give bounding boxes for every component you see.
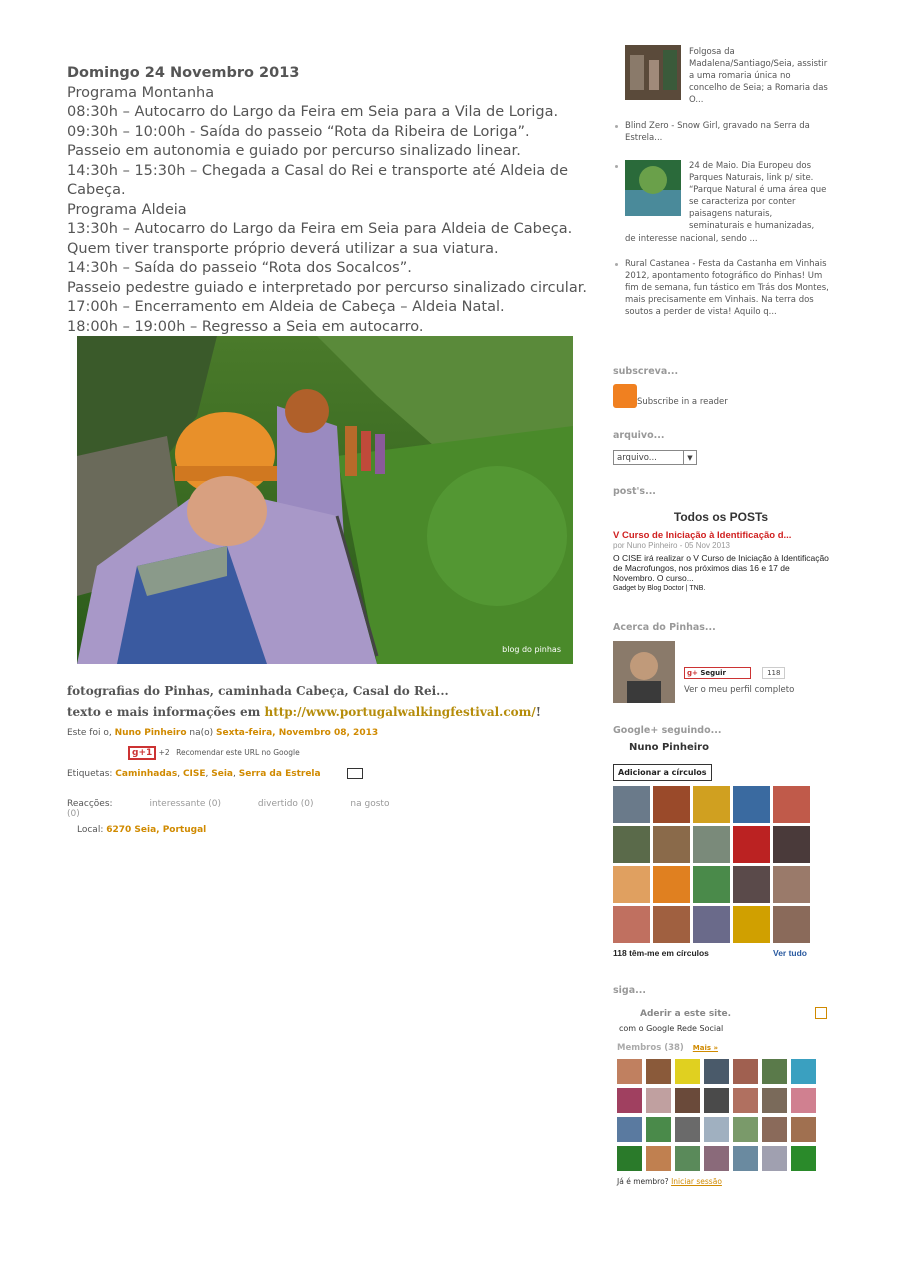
archive-select[interactable] bbox=[613, 450, 697, 465]
bullet-icon bbox=[615, 263, 618, 266]
recent-post-link[interactable]: Blind Zero - Snow Girl, gravado na Serra da Estrela... bbox=[625, 121, 810, 143]
circle-member-avatar[interactable] bbox=[613, 906, 650, 943]
reactions-label: Reacções: bbox=[67, 799, 113, 809]
gplus-title: Google+ seguindo... bbox=[613, 725, 722, 736]
add-circles-wrap bbox=[613, 760, 712, 781]
members-row bbox=[617, 1043, 839, 1053]
program-line: Passeio pedestre guiado e interpretado por percurso sinalizado circular. bbox=[67, 279, 587, 296]
members-avatar-grid bbox=[617, 1059, 816, 1171]
caption-suffix: ! bbox=[535, 705, 541, 719]
program-line: Cabeça. bbox=[67, 182, 126, 198]
site-member-avatar[interactable] bbox=[646, 1146, 671, 1171]
bullet-icon bbox=[615, 165, 618, 168]
posts-widget-by: por Nuno Pinheiro - 05 Nov 2013 bbox=[613, 541, 730, 550]
hikers-photo[interactable] bbox=[77, 336, 573, 664]
reaction-option[interactable]: na gosto (0) bbox=[67, 799, 390, 819]
program-title: Programa Montanha bbox=[67, 84, 215, 101]
site-member-avatar[interactable] bbox=[617, 1088, 642, 1113]
posts-widget-footer[interactable]: Gadget by Blog Doctor | TNB. bbox=[613, 585, 706, 592]
circle-member-avatar[interactable] bbox=[693, 906, 730, 943]
site-member-avatar[interactable] bbox=[733, 1117, 758, 1142]
site-member-avatar[interactable] bbox=[733, 1059, 758, 1084]
recent-post-link-cont[interactable]: de interesse nacional, sendo ... bbox=[625, 234, 758, 244]
post-date-heading: Domingo 24 Novembro 2013 bbox=[67, 65, 300, 81]
posted-prefix: Este foi o, bbox=[67, 728, 115, 738]
site-member-avatar[interactable] bbox=[791, 1059, 816, 1084]
program-line: 09:30h – 10:00h - Saída do passeio “Rota da Ribeira de Loriga”. bbox=[67, 123, 530, 140]
subscribe-link[interactable]: Subscribe in a reader bbox=[637, 397, 728, 407]
circle-member-avatar[interactable] bbox=[693, 866, 730, 903]
caption-prefix: texto e mais informações em bbox=[67, 705, 265, 719]
program-line: 08:30h – Autocarro do Largo da Feira em Seia para a Vila de Loriga. bbox=[67, 104, 559, 120]
site-member-avatar[interactable] bbox=[675, 1059, 700, 1084]
circle-member-avatar[interactable] bbox=[733, 826, 770, 863]
label-link[interactable]: Seia bbox=[211, 769, 234, 779]
post-thumbnail-image bbox=[625, 160, 681, 216]
program-line: 14:30h – Saída do passeio “Rota dos Socalcos”. bbox=[67, 260, 412, 276]
label-link[interactable]: CISE bbox=[182, 769, 206, 779]
follow-title: siga... bbox=[613, 985, 646, 996]
site-member-avatar[interactable] bbox=[704, 1059, 729, 1084]
posted-mid: na(o) bbox=[186, 728, 217, 738]
circle-member-avatar[interactable] bbox=[693, 826, 730, 863]
program-line: Quem tiver transporte próprio deverá utilizar a sua viatura. bbox=[67, 240, 499, 257]
circle-member-avatar[interactable] bbox=[653, 866, 690, 903]
join-sub-text: com o Google Rede Social bbox=[619, 1024, 724, 1033]
archive-select-value: arquivo... bbox=[617, 453, 657, 463]
site-member-avatar[interactable] bbox=[733, 1146, 758, 1171]
circle-member-avatar[interactable] bbox=[773, 906, 810, 943]
gplus-avatar-grid bbox=[613, 786, 810, 943]
program-line: 18:00h – 19:00h – Regresso a Seia em autocarro. bbox=[67, 318, 424, 335]
program-line: 14:30h – 15:30h – Chegada a Casal do Rei e transporte até Aldeia de bbox=[67, 162, 569, 179]
site-member-avatar[interactable] bbox=[704, 1117, 729, 1142]
labels-row: Etiquetas: Caminhadas, CISE, Seia, Serra da Estrela bbox=[67, 768, 363, 779]
site-member-avatar[interactable] bbox=[762, 1088, 787, 1113]
profile-avatar[interactable] bbox=[613, 641, 675, 703]
reactions-row bbox=[67, 799, 417, 819]
circle-member-avatar[interactable] bbox=[653, 906, 690, 943]
site-member-avatar[interactable] bbox=[704, 1088, 729, 1113]
join-site-link[interactable]: Aderir a este site. bbox=[640, 1009, 732, 1019]
caption-line: fotografias do Pinhas, caminhada Cabeça, Casal do Rei... bbox=[67, 684, 449, 698]
circles-count: 118 têm-me em círculos bbox=[613, 948, 709, 958]
label-link[interactable]: Caminhadas bbox=[115, 769, 178, 779]
already-member-row bbox=[617, 1177, 839, 1186]
circle-member-avatar[interactable] bbox=[613, 866, 650, 903]
site-member-avatar[interactable] bbox=[762, 1059, 787, 1084]
add-to-circles-button[interactable]: Adicionar a círculos bbox=[613, 764, 712, 781]
already-member-text: Já é membro? bbox=[617, 1177, 672, 1186]
posts-title: post's... bbox=[613, 486, 656, 497]
circle-member-avatar[interactable] bbox=[773, 866, 810, 903]
recent-post-link[interactable]: Folgosa da Madalena/Santiago/Seia, assistir a uma romaria única no concelho de Seia; a Romaria das O... bbox=[689, 47, 828, 105]
site-member-avatar[interactable] bbox=[675, 1146, 700, 1171]
follow-row bbox=[684, 660, 824, 679]
gplus-text: Recomendar este URL no Google bbox=[176, 748, 300, 757]
post-footer-line bbox=[67, 728, 378, 738]
archive-title: arquivo... bbox=[613, 430, 665, 441]
program-title: Programa Aldeia bbox=[67, 201, 187, 218]
posts-widget bbox=[613, 510, 829, 592]
site-member-avatar[interactable] bbox=[646, 1088, 671, 1113]
subscribe-row[interactable] bbox=[613, 384, 835, 408]
post-caption bbox=[67, 681, 541, 723]
caption-line bbox=[67, 702, 541, 723]
gplus-button[interactable]: g+1 bbox=[128, 746, 156, 760]
site-member-avatar[interactable] bbox=[762, 1146, 787, 1171]
labels-prefix: Etiquetas: bbox=[67, 769, 116, 779]
author-link[interactable]: Nuno Pinheiro bbox=[114, 728, 187, 738]
chevron-down-icon[interactable]: ▼ bbox=[683, 451, 696, 464]
circle-member-avatar[interactable] bbox=[653, 786, 690, 823]
location-row bbox=[77, 825, 206, 835]
site-member-avatar[interactable] bbox=[646, 1059, 671, 1084]
site-member-avatar[interactable] bbox=[791, 1117, 816, 1142]
post-date-link[interactable]: Sexta-feira, Novembro 08, 2013 bbox=[216, 728, 379, 738]
profile-link[interactable]: Ver o meu perfil completo bbox=[684, 685, 795, 695]
circle-member-avatar[interactable] bbox=[773, 826, 810, 863]
circle-member-avatar[interactable] bbox=[653, 826, 690, 863]
site-member-avatar[interactable] bbox=[733, 1088, 758, 1113]
posts-widget-link[interactable]: V Curso de Iniciação à Identificação d... bbox=[613, 530, 792, 541]
popup-icon[interactable] bbox=[815, 1007, 827, 1019]
festival-link[interactable]: http://www.portugalwalkingfestival.com/ bbox=[264, 705, 536, 719]
site-member-avatar[interactable] bbox=[791, 1088, 816, 1113]
circle-member-avatar[interactable] bbox=[733, 866, 770, 903]
posts-widget-title: Todos os POSTs bbox=[673, 510, 769, 524]
site-member-avatar[interactable] bbox=[617, 1059, 642, 1084]
post-thumbnail[interactable] bbox=[625, 45, 681, 100]
site-member-avatar[interactable] bbox=[704, 1146, 729, 1171]
about-title: Acerca do Pinhas... bbox=[613, 622, 716, 633]
program-line: 13:30h – Autocarro do Largo da Feira em Seia para Aldeia de Cabeça. bbox=[67, 221, 573, 237]
reaction-option[interactable]: interessante (0) bbox=[149, 799, 222, 809]
circle-member-avatar[interactable] bbox=[773, 786, 810, 823]
members-label: Membros (38) bbox=[617, 1043, 684, 1053]
gplus-row bbox=[128, 746, 300, 760]
circle-member-avatar[interactable] bbox=[613, 786, 650, 823]
hikers-photo-image bbox=[77, 336, 573, 664]
reaction-option[interactable]: divertido (0) bbox=[257, 799, 314, 809]
posts-widget-excerpt: O CISE irá realizar o V Curso de Iniciação à Identificação de Macrofungos, nos próximos dias 16 e 17 de Novembro. O curso... bbox=[613, 553, 829, 583]
site-member-avatar[interactable] bbox=[675, 1117, 700, 1142]
site-member-avatar[interactable] bbox=[617, 1117, 642, 1142]
circle-member-avatar[interactable] bbox=[733, 906, 770, 943]
site-member-avatar[interactable] bbox=[617, 1146, 642, 1171]
sign-in-link[interactable]: Iniciar sessão bbox=[671, 1177, 722, 1186]
gplus-count: +2 bbox=[158, 748, 170, 757]
label-link[interactable]: Serra da Estrela bbox=[238, 769, 321, 779]
bullet-icon bbox=[615, 125, 618, 128]
photo-credit: blog do pinhas bbox=[502, 645, 561, 654]
gplus-follow-button[interactable]: g+ Seguir bbox=[684, 667, 751, 679]
site-member-avatar[interactable] bbox=[646, 1117, 671, 1142]
location-link[interactable]: 6270 Seia, Portugal bbox=[106, 825, 207, 835]
follow-count: 118 bbox=[762, 667, 785, 679]
circle-member-avatar[interactable] bbox=[693, 786, 730, 823]
post-thumbnail-image bbox=[625, 45, 681, 100]
follow-label: Seguir bbox=[700, 669, 726, 677]
more-link[interactable]: Mais » bbox=[692, 1044, 719, 1052]
site-member-avatar[interactable] bbox=[791, 1146, 816, 1171]
site-member-avatar[interactable] bbox=[675, 1088, 700, 1113]
post-thumbnail[interactable] bbox=[625, 160, 681, 216]
location-label: Local: bbox=[77, 825, 107, 835]
program-line: 17:00h – Encerramento em Aldeia de Cabeça – Aldeia Natal. bbox=[67, 299, 505, 315]
email-post-icon[interactable] bbox=[347, 768, 363, 779]
gplus-name[interactable]: Nuno Pinheiro bbox=[629, 742, 709, 753]
circle-member-avatar[interactable] bbox=[613, 826, 650, 863]
program-line: Passeio em autonomia e guiado por percurso sinalizado linear. bbox=[67, 143, 521, 159]
profile-avatar-image bbox=[613, 641, 675, 703]
recent-post-link[interactable]: 24 de Maio. Dia Europeu dos Parques Naturais, link p/ site. “Parque Natural é uma área que se caracteriza por conter paisagens naturais, seminaturais e humanizadas, bbox=[689, 161, 827, 231]
circle-member-avatar[interactable] bbox=[733, 786, 770, 823]
site-member-avatar[interactable] bbox=[762, 1117, 787, 1142]
post-body bbox=[67, 64, 587, 337]
see-all-link[interactable]: Ver tudo bbox=[773, 948, 808, 958]
recent-post-link[interactable]: Rural Castanea - Festa da Castanha em Vinhais 2012, apontamento fotográfico do Pinhas! Um fim de semana, fun tástico em Trás dos Montes, mais precisamente em Vinhais. Na terra dos soutos a perder de vista! Aquilo q... bbox=[625, 259, 829, 317]
subscribe-title: subscreva... bbox=[613, 366, 679, 377]
rss-icon[interactable] bbox=[613, 384, 637, 408]
